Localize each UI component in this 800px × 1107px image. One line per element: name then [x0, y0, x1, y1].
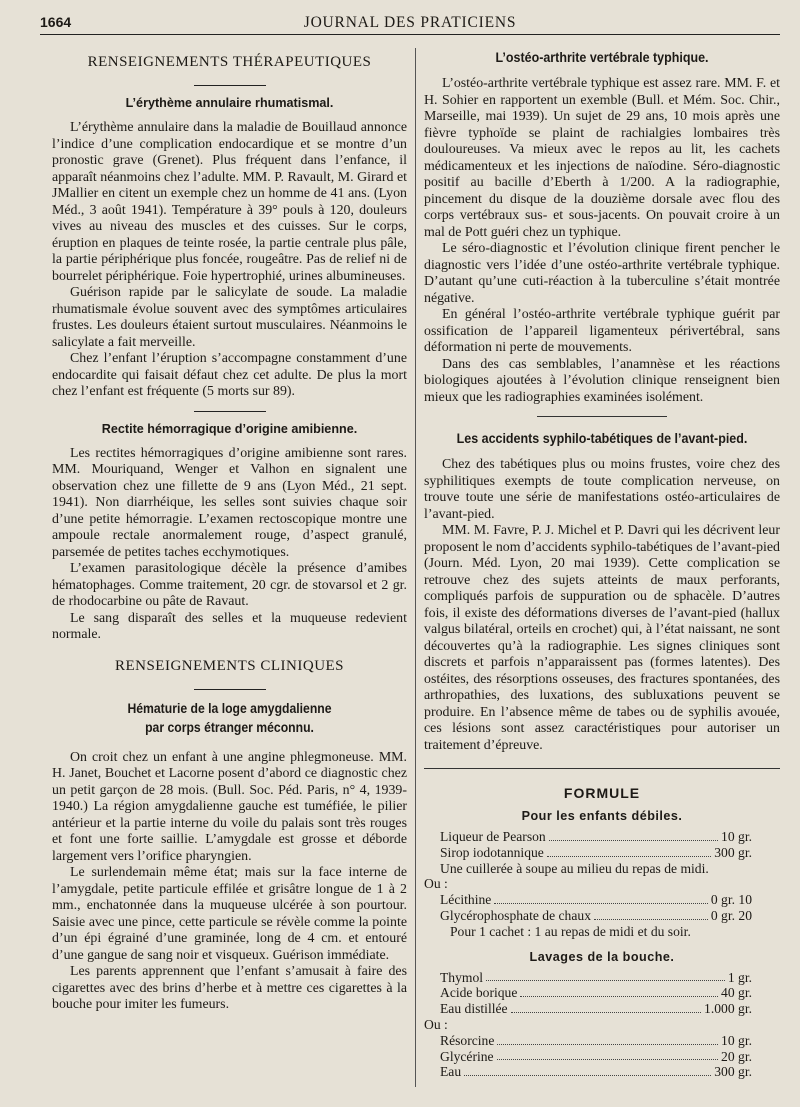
- ingredient-row: [424, 985, 780, 1001]
- dot-leader: [464, 1064, 711, 1076]
- ingredient-name: Glycérine: [440, 1048, 494, 1064]
- section-title-therapeutiques: RENSEIGNEMENTS THÉRAPEUTIQUES: [87, 54, 372, 70]
- ingredient-row: [424, 1064, 780, 1080]
- recipe-list: [424, 1033, 780, 1080]
- ingredient-quantity: 20 gr.: [721, 1048, 752, 1064]
- ingredient-row: [424, 845, 780, 861]
- ingredient-row: [424, 1033, 780, 1049]
- formula-subtitle: Pour les enfants débiles.: [521, 809, 683, 823]
- ingredient-name: Eau distillée: [440, 1001, 508, 1017]
- alternative-label: Ou :: [424, 876, 448, 892]
- ingredient-quantity: 1 gr.: [727, 969, 752, 985]
- article-paragraph: Les rectites hémorragiques d’origine amibienne sont rares. MM. Mouriquand, Wenger et Valhon en signalent une observation chez une fillette de 9 ans (Lyon Méd., 21 sept. 1941). Non diarrhéique, les selles sont suivies chaque soir d’une petite hémorragie. L’examen rectoscopique montre une ampoule rectale anormalement rouge, d’aspect granulé, parsemée de petites taches ecchymotiques.: [52, 445, 407, 560]
- article-paragraph: L’ostéo-arthrite vertébrale typhique est assez rare. MM. F. et H. Sohier en rapportent un exemble (Bull. et Mém. Soc. Chir., Marseille, mai 1939). Un sujet de 29 ans, 10 mois après une fièvre typhoïde se plaint de rachialgies lombaires très douloureuses. Va mieux avec le repos au lit, les cachets médicamenteux et les injections de naïodine. Séro-diagnostic positif au bacille d’Eberth à 1/200. A la radiographie, pincement du disque de la douzième dorsale avec flou des corps vertébraux sus- et sous-jacents. On pouvait croire à un mal de Pott guéri chez un typhique.: [424, 76, 780, 240]
- dosage-note: Pour 1 cachet : 1 au repas de midi et du soir.: [450, 923, 691, 939]
- dot-leader: [497, 1033, 718, 1045]
- ingredient-name: Eau: [440, 1064, 462, 1080]
- recipe-list: [424, 829, 780, 861]
- short-rule: [194, 411, 266, 412]
- ingredient-name: Glycérophosphate de chaux: [440, 907, 591, 923]
- column-divider: [415, 48, 416, 1087]
- ingredient-quantity: 300 gr.: [714, 844, 752, 860]
- dot-leader: [549, 829, 718, 841]
- article-paragraph: On croit chez un enfant à une angine phlegmoneuse. MM. H. Janet, Bouchet et Lacorne posent d’abord ce diagnostic chez un petit garçon de 28 mois. (Bull. Soc. Péd. Paris, n° 4, 1939-1940.) La région amygdalienne gauche est tuméfiée, le pilier antérieur et la partie interne du voile du palais sont très rouges et font une forte saillie. L’amygdale est grosse et déborde largement vers l’orifice pharyngien.: [52, 749, 407, 864]
- short-rule: [194, 689, 266, 690]
- ingredient-name: Acide borique: [440, 985, 518, 1001]
- formula-title: FORMULE: [563, 785, 641, 801]
- dot-leader: [486, 970, 725, 982]
- ingredient-row: [424, 892, 780, 908]
- article-title-line: par corps étranger méconnu.: [145, 719, 314, 736]
- article-paragraph: Le séro-diagnostic et l’évolution clinique firent pencher le diagnostic vers l’idée d’une ostéo-arthrite vertébrale typhique. D’autant qu’une cuti-réaction à la tuberculine s’était montrée négative.: [424, 241, 780, 306]
- recipe-list: [424, 970, 780, 1017]
- ingredient-row: [424, 1001, 780, 1017]
- ingredient-row: [424, 1049, 780, 1065]
- article-paragraph: En général l’ostéo-arthrite vertébrale typhique guérit par ossification de l’appareil ligamenteux périvertébral, sans déformation ni perte de mouvements.: [424, 307, 780, 355]
- ingredient-name: Lécithine: [440, 892, 492, 908]
- ingredient-quantity: 0 gr. 20: [710, 907, 752, 923]
- ingredient-name: Résorcine: [440, 1032, 495, 1048]
- ingredient-quantity: 1.000 gr.: [704, 1001, 752, 1017]
- ingredient-row: [424, 970, 780, 986]
- article-title-syphilo-tabetiques: Les accidents syphilo-tabétiques de l’avant-pied.: [456, 431, 748, 447]
- article-title-osteo-arthrite: L’ostéo-arthrite vertébrale typhique.: [495, 50, 709, 66]
- dot-leader: [594, 908, 708, 920]
- dot-leader: [497, 1049, 718, 1061]
- dot-leader: [494, 892, 707, 904]
- article-paragraph: Chez des tabétiques plus ou moins frustes, voire chez des syphilitiques exempts de toute complication nerveuse, on trouve toute une série de manifestations ostéo-articulaires de l’avant-pied.: [424, 457, 780, 522]
- article-paragraph: Le surlendemain même état; mais sur la face interne de l’amygdale, petite particule effilée et grisâtre longue de 1 à 2 mm., enchatonnée dans la muqueuse ulcérée à son pourtour. Saisie avec une pince, cette particule se révèle comme la pointe d’un épi égrainé d’une graminée, long de 4 cm. et entouré d’une gangue de sang noir et visqueux. Guérison immédiate.: [52, 865, 407, 963]
- article-paragraph: Guérison rapide par le salicylate de soude. La maladie rhumatismale évolue souvent avec des symptômes articulaires frustes. Les douleurs étaient surtout musculaires. Néanmoins le salicylate a fait merveille.: [52, 285, 407, 350]
- ingredient-name: Thymol: [440, 969, 484, 985]
- formula-divider: [424, 768, 780, 769]
- article-paragraph: MM. M. Favre, P. J. Michel et P. Davri qui les décrivent leur proposent le nom d’accidents syphilo-tabétiques de l’avant-pied (Journ. Méd. Lyon, 20 mai 1939). Cette complication se retrouve chez des sujets atteints de maux perforants, compliqués parfois de suppuration ou de sphacèle. D’autres fois, il existe des déformations diverses de l’avant-pied (hallux valgus bilatéral, orteils en crochet) qui, à l’état naissant, ne sont découvertes qu’à la radiographie. Les signes cliniques sont discrets et parfois n’apparaissent pas (formes latentes). Des ostéites, des résorptions osseuses, des fractures spontanées, des arthropathies, des luxations, des subluxations peuvent se produire. En l’absence même de tabes ou de syphilis avouée, ces lésions sont assez caractéristiques pour autoriser un traitement d’épreuve.: [424, 523, 780, 753]
- article-paragraph: L’érythème annulaire dans la maladie de Bouillaud annonce l’indice d’une complication endocardique et se montre d’un pronostic grave (Grenet). Plus fréquent dans l’enfance, il apparaît néanmoins chez l’adulte. MM. P. Ravault, M. Girard et JMallier en citent un exemple chez un homme de 41 ans. (Lyon Méd., 3 août 1941). Température à 39° pouls à 120, douleurs vives au niveau des muscles et des cuisses. Sur le corps, éruption en plaques de teinte rosée, la partie centrale plus pâle, la partie périphérique plus foncée, rougeâtre. Pas de relief ni de bourrelet périphérique. Foie hypertrophié, urines albumineuses.: [52, 120, 407, 284]
- ingredient-quantity: 40 gr.: [721, 985, 752, 1001]
- ingredient-name: Liqueur de Pearson: [440, 829, 546, 844]
- left-column: [52, 50, 407, 1087]
- section-title-cliniques: RENSEIGNEMENTS CLINIQUES: [114, 657, 345, 674]
- article-title-rectite: Rectite hémorragique d’origine amibienne.: [101, 421, 358, 436]
- ingredient-row: [424, 829, 780, 845]
- dot-leader: [511, 1001, 701, 1013]
- right-column: [424, 50, 780, 1087]
- journal-title: JOURNAL DES PRATICIENS: [303, 14, 517, 31]
- dot-leader: [547, 845, 711, 857]
- page-number: 1664: [40, 14, 72, 30]
- article-paragraph: Dans des cas semblables, l’anamnèse et les réactions biologiques ajoutées à l’évolution clinique renseignent bien mieux que les radiographies examinées isolément.: [424, 356, 780, 405]
- ingredient-quantity: 10 gr.: [721, 829, 752, 844]
- ingredient-name: Sirop iodotannique: [440, 844, 544, 860]
- short-rule: [194, 85, 266, 86]
- dot-leader: [520, 985, 718, 997]
- page-header: [40, 8, 780, 35]
- ingredient-row: [424, 908, 780, 924]
- article-title-erytheme: L’érythème annulaire rhumatismal.: [125, 96, 334, 110]
- article-title-hematurie: [77, 700, 382, 738]
- dosage-note: Une cuillerée à soupe au milieu du repas de midi.: [440, 860, 709, 876]
- ingredient-quantity: 300 gr.: [714, 1064, 752, 1080]
- article-paragraph: Le sang disparaît des selles et la muqueuse redevient normale.: [52, 610, 407, 642]
- short-rule: [537, 416, 667, 417]
- ingredient-quantity: 10 gr.: [721, 1032, 752, 1048]
- article-title-line: Hématurie de la loge amygdalienne: [127, 700, 332, 717]
- article-paragraph: Chez l’enfant l’éruption s’accompagne constamment d’une endocardite qui faisait défaut chez cet adulte. De plus la mort chez l’enfant est fréquente (5 morts sur 89).: [52, 351, 407, 399]
- formula-subtitle: Lavages de la bouche.: [529, 949, 675, 964]
- article-paragraph: L’examen parasitologique décèle la présence d’amibes hématophages. Comme traitement, 20 cgr. de stovarsol et 2 gr. de rhodocarbine ou pâte de Ravaut.: [52, 561, 407, 609]
- recipe-list: [424, 892, 780, 924]
- ingredient-quantity: 0 gr. 10: [710, 892, 752, 908]
- article-paragraph: Les parents apprennent que l’enfant s’amusait à faire des cigarettes avec des brins d’herbe et à mettre ces cigarettes à la bouche pour imiter les fumeurs.: [52, 964, 407, 1012]
- alternative-label: Ou :: [424, 1016, 448, 1032]
